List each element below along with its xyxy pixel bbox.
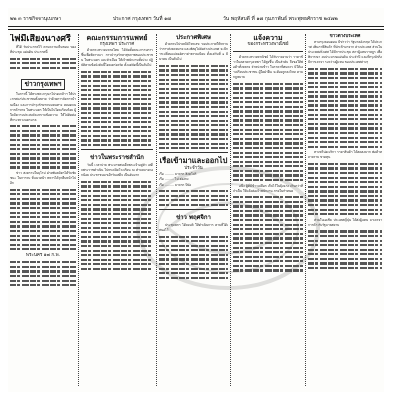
issue-number: ๒๒ ๓ ราชกิจจานุเบกษา — [10, 16, 62, 22]
column-5-body-2 — [308, 150, 382, 160]
column-4 — [233, 34, 303, 390]
body-text: ข่าว สงครามในยุโรป ฝ่ายพันธมิตรได้รับชัยชนะ ในการรบ ที่แนวหน้า ทหารได้รุกคืบหน้าไปอีก — [10, 171, 76, 186]
text-block — [10, 125, 76, 168]
column-2-body-2 — [81, 163, 153, 178]
text-block — [10, 261, 76, 286]
text-block — [308, 68, 382, 148]
masthead-line — [8, 14, 384, 24]
section-rule — [81, 149, 153, 150]
body-text: ด้วยกรมไปรษณีย์โทรเลข ขอประกาศให้ทราบ ว่าการส่งจดหมาย และพัสดุไปยังต่างประเทศ จะมีการเปลี่ยนแปลงอัตราค่าธรรมเนียม ตั้งแต่วันที่ ๑ มีนาคม เป็นต้นไป — [159, 42, 228, 62]
article-headline: คณะกรรมการแพทย์ — [86, 34, 148, 42]
article-subheadline: กรุงเทพฯ ประกาศ — [99, 42, 135, 47]
column-1-lead — [10, 45, 76, 55]
column-divider — [230, 34, 231, 386]
body-text: ทางกรุงลอนดอน มีข่าวว่า รัฐบาลอังกฤษ ได้ประกาศ เพิ่มภาษีสินค้า ที่นำเข้ามาจาก ต่างประเทศ ส่วนในประเทศฝรั่งเศส ได้มีการประชุม สภาผู้แทนราษฎร เพื่อพิจารณา งบประมาณแผ่นดิน ประจำปี และที่กรุงปักกิ่ง มีการเจรจา ระหว่างผู้แทน ของประเทศต่างๆ — [308, 40, 382, 65]
column-1 — [10, 34, 76, 390]
text-block — [308, 230, 382, 269]
body-text: ประชุมสภา ได้ลงมติ ให้ดำเนินการ ตามที่ได้เสนอไว้ — [159, 222, 228, 233]
top-rule — [8, 26, 384, 27]
column-3-body — [159, 42, 228, 62]
section-rule — [159, 209, 228, 210]
column-divider — [305, 34, 306, 386]
news-section-heading: ข่าวกรุงเทพฯ — [21, 79, 66, 90]
table-row: เรือ ......... มาจาก ปีนัง — [159, 182, 192, 187]
section-rule — [159, 152, 228, 153]
newspaper-page — [8, 8, 384, 392]
column-2 — [81, 34, 153, 390]
text-block — [159, 190, 228, 206]
column-divider — [78, 34, 79, 386]
article-headline: แจ้งความ — [253, 34, 283, 42]
text-block — [233, 196, 303, 271]
column-1-body-2 — [10, 171, 76, 186]
text-block — [10, 58, 76, 69]
text-block — [159, 65, 228, 150]
column-divider — [156, 34, 157, 386]
column-5-body — [308, 40, 382, 65]
text-block — [10, 189, 76, 251]
column-4-body-2 — [233, 184, 303, 194]
shipping-table — [159, 172, 228, 187]
top-rule-2 — [8, 29, 384, 30]
column-1-body — [10, 92, 76, 123]
table-row: เรือ ......... มาจาก สิงคโปร์ — [159, 172, 197, 177]
column-3-body-2 — [159, 223, 228, 233]
column-5 — [308, 34, 382, 390]
text-block — [159, 236, 228, 279]
section-rule — [233, 51, 303, 52]
column-5-lead: ข่าวต่างประเทศ — [329, 34, 361, 39]
issue-center: ประกาศ กรุงเทพฯ วันที่ ๑๗ — [113, 16, 172, 22]
body-text: ด้วยกระทรวงพาณิชย์ ได้รับรายงานว่า ราคาข้าวในตลาดกรุงเทพฯ ได้สูงขึ้น เป็นลำดับ จึงขอให้พ่อค้าทั้งหลาย จำหน่ายข้าว ในราคาที่สมควร มิให้เอาเปรียบประชาชน ผู้ใดฝ่าฝืน จะต้องถูกลงโทษ ตามกฎหมาย — [233, 55, 303, 80]
text-block — [233, 83, 303, 181]
newspaper-title: ไพ่มีเสียงนางศรี — [10, 34, 71, 44]
text-block — [81, 71, 153, 146]
text-block — [308, 163, 382, 216]
section-heading: ข่าวในพระราชสำนัก — [90, 154, 144, 162]
column-5-body-3 — [308, 218, 382, 228]
text-block — [81, 181, 153, 270]
section-subheading: ประจำวัน — [184, 166, 203, 172]
body-text: ด้วยกระทรวงมหาดไทย ได้จัดตั้งคณะกรรมการ ขึ้นเพื่อพิจารณา การบำรุงรักษาสุขภาพของประชาชน ในพระนคร และหัวเมือง ให้เจ้าพนักงานทั้งปวง ปฏิบัติตามข้อบังคับนี้โดยเคร่งครัด ตั้งแต่บัดนี้เป็นต้นไป — [81, 48, 153, 68]
body-text: ทางทวีปอเมริกา ราคาสินค้า ได้ลดลงมาก พ่อค้าหลายราย ขาดทุน — [308, 150, 382, 160]
article-subheadline: ของกระทรวงพาณิชย์ — [247, 42, 289, 47]
body-text: ในการนี้ ได้ทรงพระกรุณาโปรดเกล้าฯ ให้ประกาศแก่ประชาชนทั้งหลาย ว่าด้วยการจัดการบ้านเมือง และการบำรุงรักษาถนนหนทาง ตลอดจนการค้าขาย ในพระนคร ให้เป็นไปโดยเรียบร้อย ผู้ใดมีความประสงค์จะทราบข้อความ ให้ไปติดต่อที่กระทรวงนครบาล — [10, 92, 76, 122]
body-text: ส่วนในเอเชีย ประเทศญี่ปุ่น ได้ส่งผู้แทน มาเจรจา การค้า กับรัฐบาลสยาม — [308, 217, 382, 227]
body-text: วันนี้ เวลาบ่าย พระบาทสมเด็จพระเจ้าอยู่หัว เสด็จพระราชดำเนิน ไปทรงเปิดโรงเรียน ณ ตำบลบางกอกน้อย ประชาชนมาเฝ้ารับเสด็จ เป็นอันมาก — [81, 163, 153, 178]
column-4-body — [233, 55, 303, 80]
section-heading: เรือเข้ามาและออกไป — [159, 156, 228, 166]
section-heading: ข่าว พฤศจิกา — [176, 213, 211, 221]
column-2-body — [81, 48, 153, 68]
article-headline: ประกาศพิเศษ — [176, 34, 211, 41]
column-3 — [159, 34, 228, 390]
issue-date: วัน พฤหัสบดี ที่ ๑๗ กุมภาพันธ์ พระพุทธศักราช ๒๔๗๒ — [223, 16, 338, 22]
lead-text: ที่ได้ รับประกาศไว้ ตามความเห็นชอบ ของที่ประชุม แผ่นดิน ประกาศนี้ — [10, 45, 76, 55]
table-row: เรือ ......... ไป ฮ่องกง — [159, 177, 189, 182]
body-text: อนึ่ง ผู้ที่มีข้าวเปลือก เก็บไว้ในยุ้งฉาง เกินกว่าที่จำเป็น ให้แจ้งต่อเจ้าพนักงาน ภายในกำหนด — [233, 183, 303, 193]
column-1-footer: พระนคร ๑๗ ก.พ. — [26, 252, 60, 258]
